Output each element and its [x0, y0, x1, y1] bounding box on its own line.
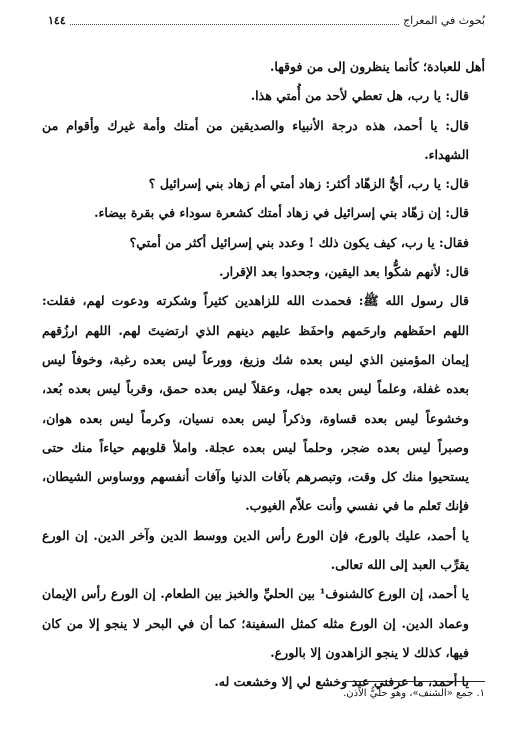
page-header [48, 14, 485, 27]
paragraph: قال: يا رب، أيُّ الزهّاد أكثر: زهاد أمتي أم زهاد بني إسرائيل ؟ [148, 176, 469, 192]
paragraph: يا أحمد، إن الورع كالشنوف¹ بين الحليِّ والخبز بين الطعام. إن الورع رأس الإيمان وعماد الدين. إن الورع مثله كمثل السفينة؛ كما أن في البحر لا ينجو إلا من كان فيها، كذلك لا ينجو الزاهدون إلا بالورع. [42, 586, 469, 660]
footnote-separator [345, 681, 485, 682]
paragraph: يا أحمد، عليك بالورع، فإن الورع رأس الدين ووسط الدين وآخر الدين. إن الورع يقرِّب العبد إلى الله تعالى. [42, 527, 469, 573]
body-text [42, 52, 485, 697]
paragraph: قال رسول الله ﷺ: فحمدت الله للزاهدين كثيراً وشكرته ودعوت لهم، فقلت: اللهم احفَظهم وارحَمهم واحفَظ عليهم دينهم الذي ارتضيتَ لهم. اللهم ارزُقهم إيمان المؤمنين الذي ليس بعده شك وزيغ، وورعاً ليس بعده رغبة، وخوفاً ليس بعده غفلة، وعلماً ليس بعده جهل، وعقلاً ليس بعده حمق، وقرباً ليس بعده بُعد، وخشوعاً ليس بعده قساوة، وذكراً ليس بعده نسيان، وكرماً ليس بعده هوان، وصبراً ليس بعده ضجر، وحلماً ليس بعده عجلة. واملأ قلوبهم حياءاً منك حتى يستحيوا منك كل وقت، وتبصرهم بآفات الدنيا وآفات أنفسهم ووساوس الشيطان، فإنك تَعلم ما في نفسي وأنت علاّم الغيوب. [42, 293, 469, 514]
paragraph: قال: لأنهم شكُّوا بعد اليقين، وجحدوا بعد الإقرار. [219, 264, 469, 280]
footnote: ١. جمع «الشنف»، وهو حليُّ الأذن. [343, 688, 485, 699]
paragraph: فقال: يا رب، كيف يكون ذلك ! وعدد بني إسرائيل أكثر من أمتي؟ [129, 234, 469, 250]
paragraph: قال: إن زهّاد بني إسرائيل في زهاد أمتك كشعرة سوداء في بقرة بيضاء. [94, 205, 469, 221]
paragraph: قال: يا أحمد، هذه درجة الأنبياء والصديقين من أمتك وأمة غيرك وأقوام من الشهداء. [42, 117, 469, 162]
paragraph: قال: يا رب، هل تعطي لأحد من أُمتي هذا. [250, 88, 469, 104]
paragraph: أهل للعبادة؛ كأنما ينظرون إلى من فوقها. [269, 59, 485, 74]
page-number: ١٤٤ [48, 14, 66, 27]
running-title: بُحوث في المعراج [403, 14, 485, 27]
paragraph: يا أحمد، ما عرفني عبد وخشع لي إلا وخشعت له. [214, 674, 469, 690]
header-dot-leader [70, 16, 399, 25]
